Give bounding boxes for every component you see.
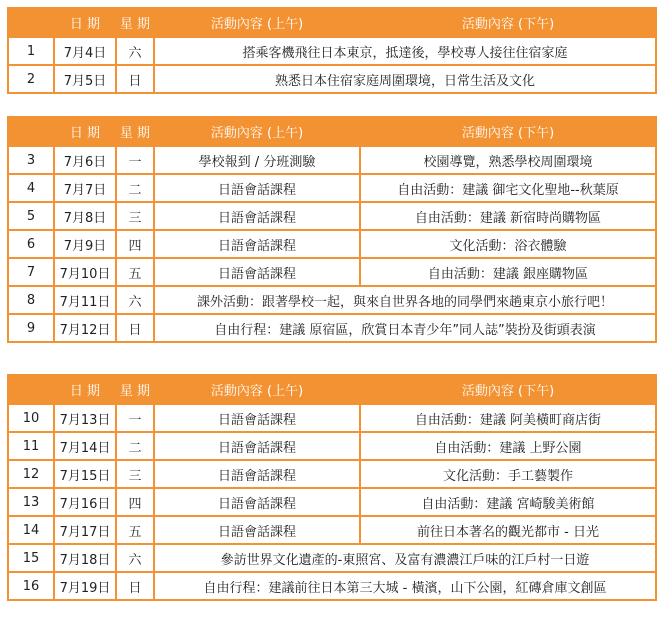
row-number: 13 [8,488,54,516]
row-afternoon-activity: 校園導覽，熟悉學校周圍環境 [360,146,656,174]
row-morning-activity: 學校報到 / 分班測驗 [154,146,360,174]
table-row [8,202,656,230]
row-weekday: 三 [116,202,154,230]
row-weekday: 二 [116,174,154,202]
schedule-table [7,7,657,94]
table-row [8,174,656,202]
row-weekday: 一 [116,404,154,432]
row-afternoon-activity: 自由活動：建議 銀座購物區 [360,258,656,286]
row-number: 4 [8,174,54,202]
table-row [8,404,656,432]
header-weekday: 星 期 [116,117,154,146]
row-afternoon-activity: 文化活動：手工藝製作 [360,460,656,488]
week-table-3 [7,374,655,601]
row-weekday: 三 [116,460,154,488]
row-weekday: 二 [116,432,154,460]
row-date: 7月13日 [54,404,116,432]
header-number [8,375,54,404]
row-weekday: 日 [116,65,154,93]
row-morning-activity: 日語會話課程 [154,460,360,488]
header-afternoon: 活動內容 (下午) [360,375,656,404]
header-date: 日 期 [54,117,116,146]
row-weekday: 六 [116,544,154,572]
header-afternoon: 活動內容 (下午) [360,8,656,37]
row-number: 6 [8,230,54,258]
row-date: 7月10日 [54,258,116,286]
row-afternoon-activity: 自由活動：建議 上野公園 [360,432,656,460]
row-full-day-activity: 自由行程：建議 原宿區，欣賞日本青少年”同人誌”裝扮及街頭表演 [154,314,656,342]
row-number: 5 [8,202,54,230]
row-weekday: 六 [116,37,154,65]
row-date: 7月9日 [54,230,116,258]
row-afternoon-activity: 自由活動：建議 阿美橫町商店街 [360,404,656,432]
row-weekday: 五 [116,516,154,544]
row-full-day-activity: 自由行程：建議前往日本第三大城 - 橫濱，山下公園，紅磚倉庫文創區 [154,572,656,600]
row-date: 7月6日 [54,146,116,174]
row-number: 1 [8,37,54,65]
schedule-table [7,116,657,343]
row-weekday: 六 [116,286,154,314]
row-full-day-activity: 搭乘客機飛往日本東京，抵達後，學校專人接往住宿家庭 [154,37,656,65]
row-morning-activity: 日語會話課程 [154,258,360,286]
table-row [8,460,656,488]
table-row [8,488,656,516]
table-row [8,544,656,572]
header-row [8,117,656,146]
row-morning-activity: 日語會話課程 [154,230,360,258]
table-row [8,432,656,460]
row-date: 7月18日 [54,544,116,572]
row-weekday: 五 [116,258,154,286]
row-morning-activity: 日語會話課程 [154,202,360,230]
table-row [8,258,656,286]
row-full-day-activity: 參訪世界文化遺產的-東照宮、及富有濃濃江戶味的江戶村一日遊 [154,544,656,572]
row-number: 10 [8,404,54,432]
row-date: 7月19日 [54,572,116,600]
row-weekday: 日 [116,572,154,600]
row-afternoon-activity: 前往日本著名的觀光都市 - 日光 [360,516,656,544]
header-morning: 活動內容 (上午) [154,8,360,37]
row-weekday: 一 [116,146,154,174]
header-morning: 活動內容 (上午) [154,375,360,404]
row-full-day-activity: 熟悉日本住宿家庭周圍環境，日常生活及文化 [154,65,656,93]
row-number: 16 [8,572,54,600]
row-date: 7月8日 [54,202,116,230]
table-row [8,516,656,544]
row-weekday: 四 [116,230,154,258]
row-number: 2 [8,65,54,93]
table-row [8,65,656,93]
row-date: 7月7日 [54,174,116,202]
row-morning-activity: 日語會話課程 [154,432,360,460]
table-row [8,314,656,342]
row-afternoon-activity: 自由活動：建議 新宿時尚購物區 [360,202,656,230]
row-morning-activity: 日語會話課程 [154,174,360,202]
table-row [8,572,656,600]
table-row [8,146,656,174]
header-number [8,8,54,37]
row-number: 15 [8,544,54,572]
row-full-day-activity: 課外活動：跟著學校一起，與來自世界各地的同學們來趟東京小旅行吧！ [154,286,656,314]
row-date: 7月16日 [54,488,116,516]
header-date: 日 期 [54,375,116,404]
row-number: 7 [8,258,54,286]
table-row [8,37,656,65]
week-table-2 [7,116,655,343]
row-number: 14 [8,516,54,544]
row-number: 11 [8,432,54,460]
row-weekday: 四 [116,488,154,516]
row-date: 7月11日 [54,286,116,314]
row-date: 7月14日 [54,432,116,460]
row-date: 7月17日 [54,516,116,544]
table-row [8,286,656,314]
header-morning: 活動內容 (上午) [154,117,360,146]
row-number: 12 [8,460,54,488]
header-date: 日 期 [54,8,116,37]
row-afternoon-activity: 自由活動：建議 宮崎駿美術館 [360,488,656,516]
header-weekday: 星 期 [116,375,154,404]
row-afternoon-activity: 自由活動：建議 御宅文化聖地--秋葉原 [360,174,656,202]
header-row [8,8,656,37]
row-number: 3 [8,146,54,174]
row-morning-activity: 日語會話課程 [154,404,360,432]
header-weekday: 星 期 [116,8,154,37]
header-row [8,375,656,404]
schedule-table [7,374,657,601]
table-row [8,230,656,258]
row-date: 7月4日 [54,37,116,65]
header-number [8,117,54,146]
row-date: 7月5日 [54,65,116,93]
week-table-1 [7,7,655,94]
row-number: 9 [8,314,54,342]
row-weekday: 日 [116,314,154,342]
header-afternoon: 活動內容 (下午) [360,117,656,146]
row-morning-activity: 日語會話課程 [154,488,360,516]
row-date: 7月12日 [54,314,116,342]
row-morning-activity: 日語會話課程 [154,516,360,544]
row-number: 8 [8,286,54,314]
row-date: 7月15日 [54,460,116,488]
row-afternoon-activity: 文化活動：浴衣體驗 [360,230,656,258]
